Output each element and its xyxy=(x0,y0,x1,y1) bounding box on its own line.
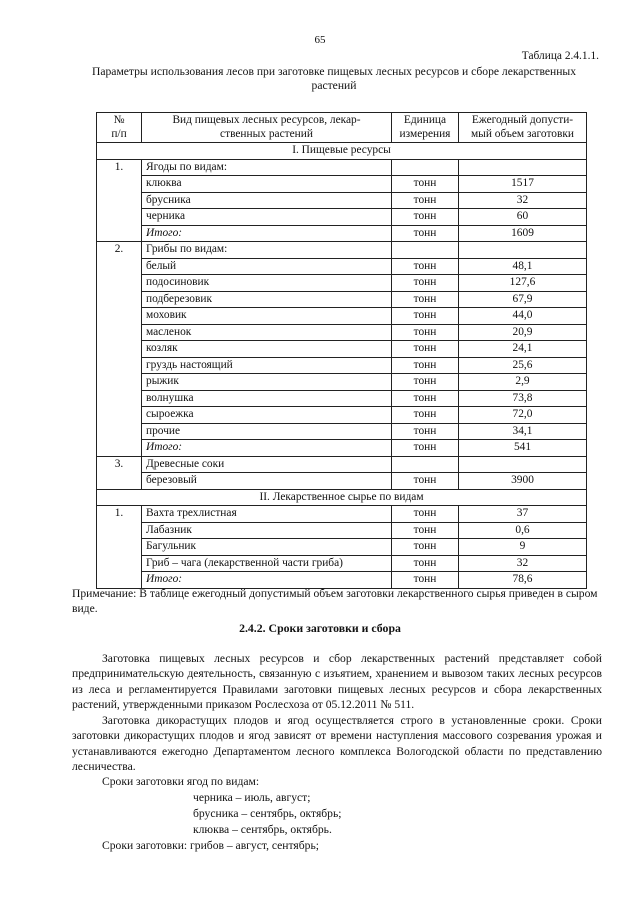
volume-cell: 24,1 xyxy=(459,341,587,358)
table-row xyxy=(97,473,587,490)
unit-cell: тонн xyxy=(392,225,459,242)
section-title: I. Пищевые ресурсы xyxy=(97,143,587,160)
section-heading: 2.4.2. Сроки заготовки и сбора xyxy=(239,621,401,635)
resource-name: брусника xyxy=(142,192,392,209)
table-row xyxy=(97,209,587,226)
table-row xyxy=(97,308,587,325)
unit-cell: тонн xyxy=(392,374,459,391)
unit-cell: тонн xyxy=(392,209,459,226)
unit-cell: тонн xyxy=(392,423,459,440)
empty-cell xyxy=(459,242,587,259)
resource-name: черника xyxy=(142,209,392,226)
table-row xyxy=(97,192,587,209)
unit-cell: тонн xyxy=(392,192,459,209)
unit-cell: тонн xyxy=(392,522,459,539)
resource-name: Вахта трехлистная xyxy=(142,506,392,523)
unit-cell: тонн xyxy=(392,407,459,424)
resource-name: Итого: xyxy=(142,572,392,589)
resource-name: волнушка xyxy=(142,390,392,407)
table-row xyxy=(97,374,587,391)
table-row xyxy=(97,357,587,374)
empty-cell xyxy=(392,242,459,259)
berry-term-item: клюква – сентябрь, октябрь. xyxy=(193,823,332,836)
total-row xyxy=(97,440,587,457)
resource-name: сыроежка xyxy=(142,407,392,424)
group-title-row xyxy=(97,242,587,259)
resource-name: белый xyxy=(142,258,392,275)
volume-cell: 3900 xyxy=(459,473,587,490)
table-row xyxy=(97,555,587,572)
resource-name: Гриб – чага (лекарственной части гриба) xyxy=(142,555,392,572)
berry-term-item: брусника – сентябрь, октябрь; xyxy=(193,807,342,820)
resource-name: прочие xyxy=(142,423,392,440)
table-row xyxy=(97,258,587,275)
volume-cell: 37 xyxy=(459,506,587,523)
unit-cell: тонн xyxy=(392,555,459,572)
table-row xyxy=(97,176,587,193)
section-row xyxy=(97,489,587,506)
unit-cell: тонн xyxy=(392,291,459,308)
table-row xyxy=(97,324,587,341)
resource-name: масленок xyxy=(142,324,392,341)
section-row xyxy=(97,143,587,160)
resource-name: березовый xyxy=(142,473,392,490)
berry-terms-title: Сроки заготовки ягод по видам: xyxy=(102,775,260,788)
volume-cell: 1609 xyxy=(459,225,587,242)
table-title: Параметры использования лесов при заготовке пищевых лесных ресурсов и сборе лекарственных растений xyxy=(91,65,577,92)
resources-table xyxy=(96,112,587,589)
volume-cell: 34,1 xyxy=(459,423,587,440)
resource-name: козляк xyxy=(142,341,392,358)
paragraph-2: Заготовка дикорастущих плодов и ягод осуществляется строго в установленные сроки. Сроки заготовки дикорастущих плодов и ягод зависят от времени наступления массового созревания урожая и устанавливаются ежегодно Департаментом лесного комплекса Вологодской области по представлению лесничества. xyxy=(72,714,602,774)
table-header-row xyxy=(97,113,587,143)
volume-cell: 2,9 xyxy=(459,374,587,391)
resource-name: рыжик xyxy=(142,374,392,391)
total-row xyxy=(97,225,587,242)
unit-cell: тонн xyxy=(392,275,459,292)
volume-cell: 60 xyxy=(459,209,587,226)
group-number: 3. xyxy=(97,456,142,489)
unit-cell: тонн xyxy=(392,308,459,325)
resource-name: груздь настоящий xyxy=(142,357,392,374)
paragraph-1: Заготовка пищевых лесных ресурсов и сбор лекарственных растений представляет собой предпринимательскую деятельность, связанную с изъятием, хранением и вывозом таких лесных ресурсов из леса и регламентируется Правилами заготовки пищевых лесных ресурсов и сбора лекарственных растений, утвержденными приказом Рослесхоза от 05.12.2011 № 511. xyxy=(72,652,602,712)
empty-cell xyxy=(392,456,459,473)
header-unit: Единица измерения xyxy=(392,113,459,143)
section-title: II. Лекарственное сырье по видам xyxy=(97,489,587,506)
header-type: Вид пищевых лесных ресурсов, лекар- ственных растений xyxy=(142,113,392,143)
table-row xyxy=(97,539,587,556)
volume-cell: 20,9 xyxy=(459,324,587,341)
group-title-row xyxy=(97,456,587,473)
unit-cell: тонн xyxy=(392,390,459,407)
unit-cell: тонн xyxy=(392,176,459,193)
volume-cell: 73,8 xyxy=(459,390,587,407)
group-title: Грибы по видам: xyxy=(142,242,392,259)
table-note: Примечание: В таблице ежегодный допустимый объем заготовки лекарственного сырья приведен в сыром виде. xyxy=(72,587,598,615)
resource-name: подберезовик xyxy=(142,291,392,308)
table-row xyxy=(97,390,587,407)
unit-cell: тонн xyxy=(392,324,459,341)
volume-cell: 25,6 xyxy=(459,357,587,374)
volume-cell: 541 xyxy=(459,440,587,457)
volume-cell: 32 xyxy=(459,555,587,572)
group-number: 1. xyxy=(97,159,142,242)
unit-cell: тонн xyxy=(392,572,459,589)
resource-name: Итого: xyxy=(142,440,392,457)
berry-term-item: черника – июль, август; xyxy=(193,791,311,804)
table-row xyxy=(97,407,587,424)
resource-name: Лабазник xyxy=(142,522,392,539)
volume-cell: 9 xyxy=(459,539,587,556)
resource-name: Итого: xyxy=(142,225,392,242)
unit-cell: тонн xyxy=(392,440,459,457)
empty-cell xyxy=(459,159,587,176)
table-row xyxy=(97,341,587,358)
table-row xyxy=(97,522,587,539)
resource-name: подосиновик xyxy=(142,275,392,292)
volume-cell: 48,1 xyxy=(459,258,587,275)
unit-cell: тонн xyxy=(392,506,459,523)
unit-cell: тонн xyxy=(392,539,459,556)
table-row xyxy=(97,423,587,440)
group-number: 2. xyxy=(97,242,142,457)
table-body xyxy=(97,143,587,589)
unit-cell: тонн xyxy=(392,258,459,275)
empty-cell xyxy=(459,456,587,473)
volume-cell: 78,6 xyxy=(459,572,587,589)
empty-cell xyxy=(392,159,459,176)
volume-cell: 1517 xyxy=(459,176,587,193)
unit-cell: тонн xyxy=(392,341,459,358)
volume-cell: 67,9 xyxy=(459,291,587,308)
table-row xyxy=(97,275,587,292)
group-title: Древесные соки xyxy=(142,456,392,473)
group-title-row xyxy=(97,159,587,176)
resource-name: Багульник xyxy=(142,539,392,556)
page-number: 65 xyxy=(314,34,326,46)
unit-cell: тонн xyxy=(392,473,459,490)
resource-name: клюква xyxy=(142,176,392,193)
header-num: № п/п xyxy=(97,113,142,143)
volume-cell: 44,0 xyxy=(459,308,587,325)
volume-cell: 127,6 xyxy=(459,275,587,292)
table-row xyxy=(97,291,587,308)
resource-name: моховик xyxy=(142,308,392,325)
mushroom-terms: Сроки заготовки: грибов – август, сентябрь; xyxy=(102,839,319,852)
group-title: Ягоды по видам: xyxy=(142,159,392,176)
volume-cell: 32 xyxy=(459,192,587,209)
volume-cell: 0,6 xyxy=(459,522,587,539)
volume-cell: 72,0 xyxy=(459,407,587,424)
header-volume: Ежегодный допусти- мый объем заготовки xyxy=(459,113,587,143)
group-number: 1. xyxy=(97,506,142,589)
table-row xyxy=(97,506,587,523)
unit-cell: тонн xyxy=(392,357,459,374)
table-number: Таблица 2.4.1.1. xyxy=(521,50,599,62)
